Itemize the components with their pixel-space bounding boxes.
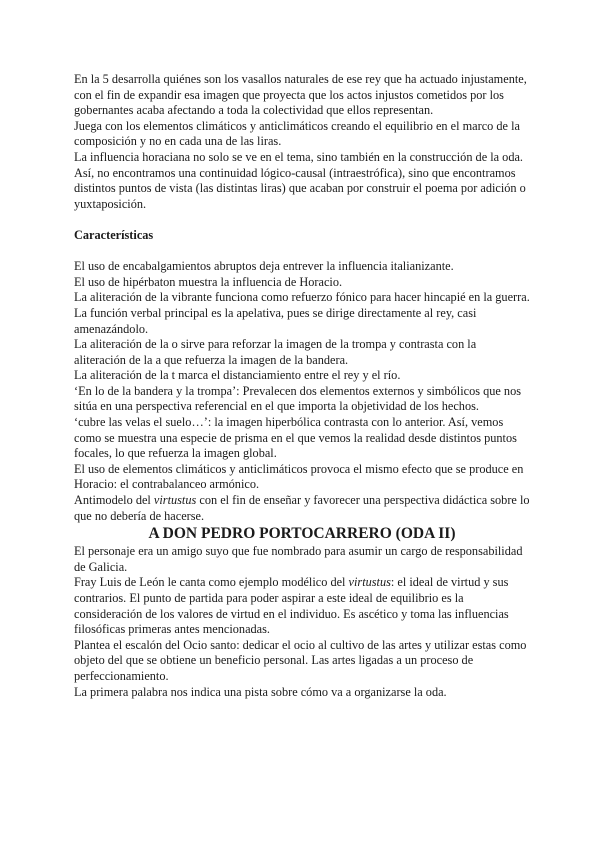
blank-line	[74, 212, 530, 228]
antimodel-italic-term: virtustus	[153, 493, 197, 508]
characteristic-9: El uso de elementos climáticos y anticlimáticos provoca el mismo efecto que se produce en Horacio: el contrabalanceo armónico.	[74, 461, 524, 492]
ode-paragraph-4: La primera palabra nos indica una pista sobre cómo va a organizarse la oda.	[74, 684, 447, 699]
ode-paragraph-2-after: : el ideal de virtud y sus contrarios. El punto de partida para poder aspirar a este ideal de equilibrio es la consideración de los valores de virtud en el individuo. Es ascético y toma las influencias filosóficas primeras antes mencionadas.	[74, 575, 509, 637]
antimodel-text-after: con el fin de enseñar y favorecer una perspectiva didáctica sobre lo que no debería de hacerse.	[74, 493, 530, 523]
characteristic-8: ‘cubre las velas el suelo…’: la imagen hiperbólica contrasta con lo anterior. Así, vemos como se muestra una especie de prisma en el que vemos la realidad desde distintos puntos focales, lo que refuerza la imagen global.	[74, 415, 517, 461]
characteristic-6: La aliteración de la t marca el distanciamiento entre el rey y el río.	[74, 368, 401, 383]
intro-paragraph-3: La influencia horaciana no solo se ve en el tema, sino también en la construcción de la oda. Así, no encontramos una continuidad lógico-causal (intraestrófica), sino que encontramos distintos puntos de vista (las distintas liras) que acaban por construir el poema por adición o yuxtaposición.	[74, 149, 526, 211]
antimodel-text-before: Antimodelo del	[74, 493, 154, 508]
characteristic-7: ‘En lo de la bandera y la trompa’: Prevalecen dos elementos externos y simbólicos que nos sitúa en una perspectiva referencial en el que importa la objetividad de los hechos.	[74, 383, 521, 414]
characteristic-4: La función verbal principal es la apelativa, pues se dirige directamente al rey, casi amenazándolo.	[74, 305, 477, 336]
ode-paragraph-2-before: Fray Luis de León le canta como ejemplo modélico del	[74, 575, 349, 590]
section-heading: Características	[74, 227, 154, 242]
characteristic-5: La aliteración de la o sirve para reforzar la imagen de la trompa y contrasta con la aliteración de la a que refuerza la imagen de la bandera.	[74, 337, 477, 367]
antimodel-paragraph	[74, 493, 530, 524]
ode-paragraph-2-italic-term: virtustus	[348, 575, 391, 590]
blank-line	[74, 244, 530, 260]
ode-title: A DON PEDRO PORTOCARRERO (ODA II)	[148, 525, 456, 543]
characteristic-1: El uso de encabalgamientos abruptos deja entrever la influencia italianizante.	[74, 259, 454, 274]
intro-paragraph-1: En la 5 desarrolla quiénes son los vasallos naturales de ese rey que ha actuado injustamente, con el fin de expandir esa imagen que proyecta que los actos injustos cometidos por los gobernantes acaba afectando a toda la colectividad que ellos representan.	[74, 72, 527, 118]
characteristic-2: El uso de hipérbaton muestra la influencia de Horacio.	[74, 274, 343, 289]
ode-paragraph-2	[74, 575, 530, 637]
characteristic-3: La aliteración de la vibrante funciona como refuerzo fónico para hacer hincapié en la guerra.	[74, 290, 530, 305]
intro-paragraph-2: Juega con los elementos climáticos y anticlimáticos creando el equilibrio en el marco de la composición y no en cada una de las liras.	[74, 118, 520, 149]
ode-paragraph-1: El personaje era un amigo suyo que fue nombrado para asumir un cargo de responsabilidad de Galicia.	[74, 544, 523, 574]
document-body	[74, 72, 530, 700]
ode-paragraph-3: Plantea el escalón del Ocio santo: dedicar el ocio al cultivo de las artes y utilizar estas como objeto del que se obtiene un beneficio personal. Las artes ligadas a un proceso de perfeccionamiento.	[74, 637, 527, 683]
